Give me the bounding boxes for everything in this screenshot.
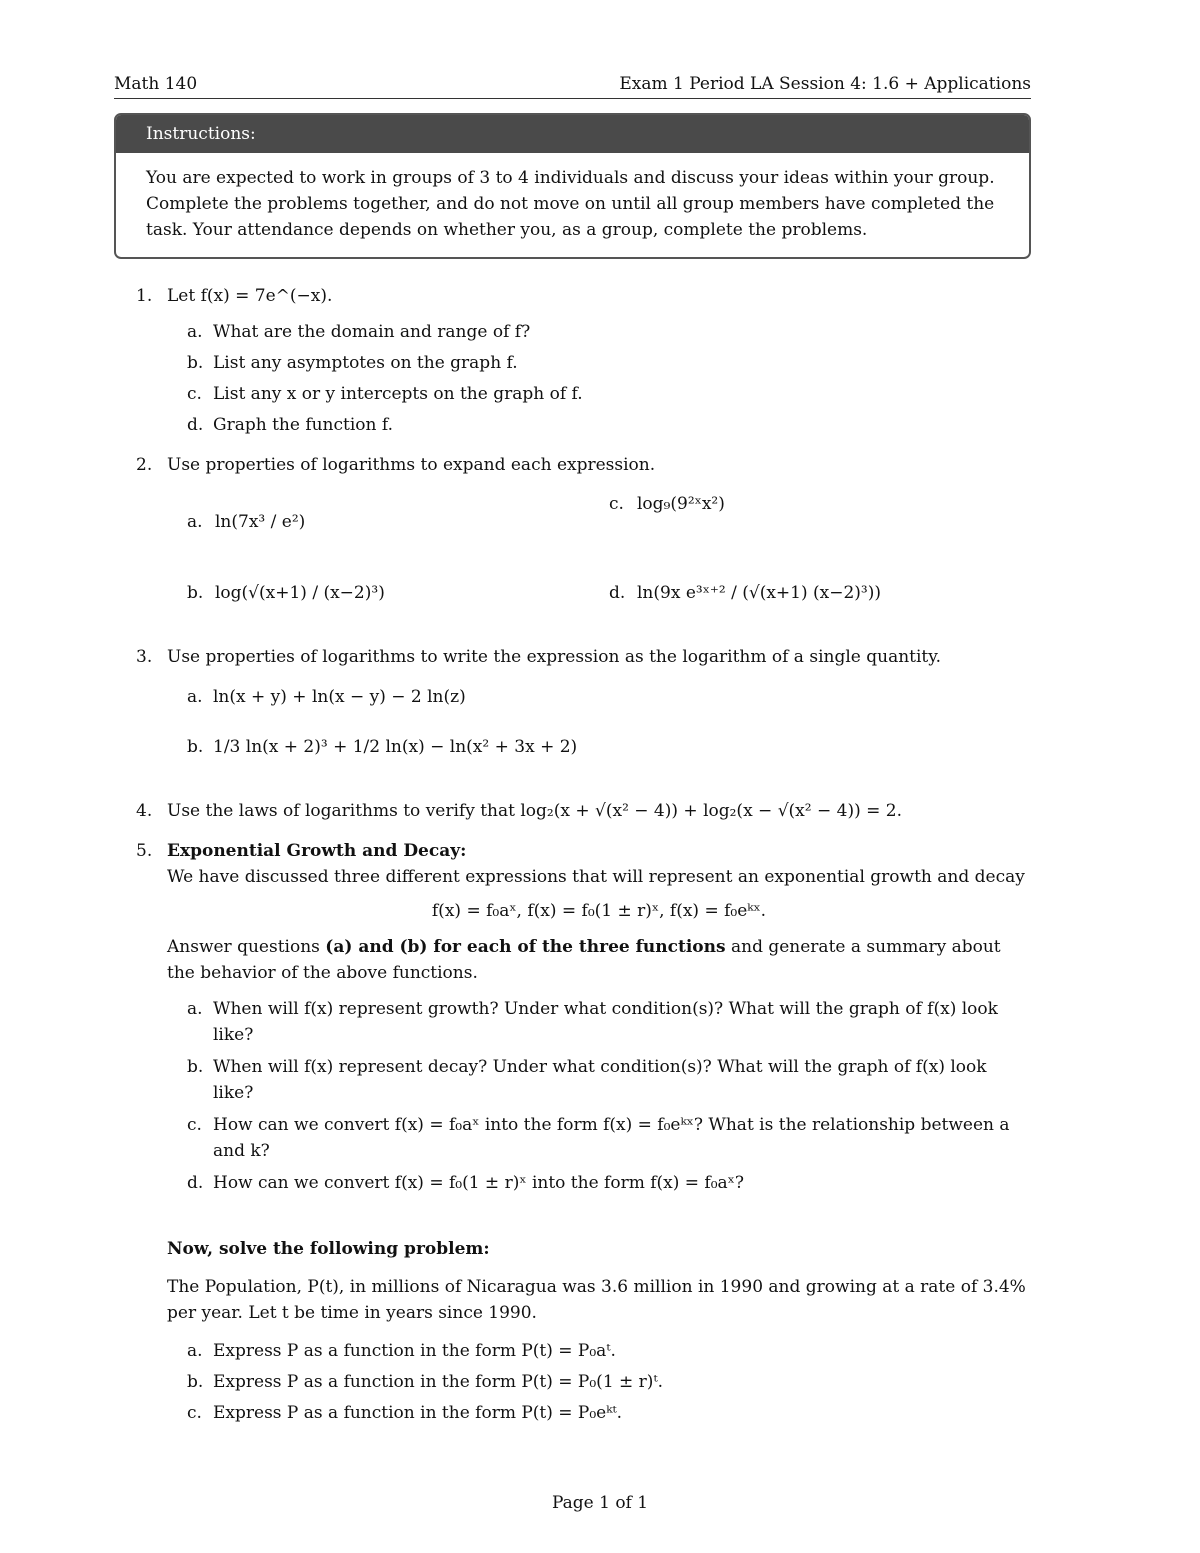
question-2-items xyxy=(187,492,1031,622)
list-item: d. How can we convert f(x) = f₀(1 ± r)ˣ into the form f(x) = f₀aˣ? xyxy=(187,1173,744,1193)
question-1 xyxy=(114,283,1031,309)
list-item: b. When will f(x) represent decay? Under what condition(s)? What will the graph of f(x) look like? xyxy=(187,1057,987,1103)
list-item: c. Express P as a function in the form P(t) = P₀eᵏᵗ. xyxy=(187,1403,623,1423)
question-5: 5. Exponential Growth and Decay: We have discussed three different expressions that will represent an exponential growth and decay f(x) = f₀aˣ, f(x) = f₀(1 ± r)ˣ, f(x) = f₀eᵏˣ. Answer questions (a) and (b) for each of the three functions and generate a summary about the behavior of the above functions. xyxy=(114,838,1031,986)
instructions-box xyxy=(114,113,1031,259)
question-intro: We have discussed three different expressions that will represent an exponential growth and decay xyxy=(167,867,1025,887)
page-number: Page 1 of 1 xyxy=(551,1493,649,1513)
exam-page xyxy=(114,70,1031,1426)
question-stem: Use properties of logarithms to write the expression as the logarithm of a single quantity. xyxy=(167,647,942,667)
list-item: d. Graph the function f. xyxy=(187,415,393,435)
list-item: a. ln(7x³ / e²) xyxy=(187,512,306,532)
list-item: b. List any asymptotes on the graph f. xyxy=(187,353,518,373)
question-1-items xyxy=(114,319,1031,438)
list-item: a. When will f(x) represent growth? Under what condition(s)? What will the graph of f(x) look like? xyxy=(187,999,998,1045)
list-item: a. ln(x + y) + ln(x − y) − 2 ln(z) xyxy=(187,687,466,707)
question-3-items xyxy=(114,684,1031,760)
list-item: c. How can we convert f(x) = f₀aˣ into the form f(x) = f₀eᵏˣ? What is the relationship between a and k? xyxy=(187,1115,1010,1161)
list-item: a. What are the domain and range of f? xyxy=(187,322,531,342)
growth-formulas: f(x) = f₀aˣ, f(x) = f₀(1 ± r)ˣ, f(x) = f₀eᵏˣ. xyxy=(431,901,767,921)
problem-items xyxy=(114,1338,1031,1426)
population-problem: The Population, P(t), in millions of Nicaragua was 3.6 million in 1990 and growing at a rate of 3.4% per year. Let t be time in years since 1990. xyxy=(167,1277,1026,1323)
question-2 xyxy=(114,452,1031,478)
page-header xyxy=(114,70,1031,99)
question-title: Exponential Growth and Decay xyxy=(167,841,461,861)
list-item: b. log(√(x+1) / (x−2)³) xyxy=(187,583,385,603)
list-item: d. ln(9x e³ˣ⁺² / (√(x+1) (x−2)³)) xyxy=(609,583,882,603)
solve-heading: Now, solve the following problem: xyxy=(167,1239,490,1259)
instructions-title: Instructions: xyxy=(116,115,1029,153)
list-item: b. Express P as a function in the form P(t) = P₀(1 ± r)ᵗ. xyxy=(187,1372,664,1392)
question-stem: Use the laws of logarithms to verify that log₂(x + √(x² − 4)) + log₂(x − √(x² − 4)) = 2. xyxy=(167,801,902,821)
question-stem: Let f(x) = 7e^(−x). xyxy=(167,286,333,306)
exam-title: Exam 1 Period LA Session 4: 1.6 + Applications xyxy=(619,74,1031,94)
list-item: c. List any x or y intercepts on the graph of f. xyxy=(187,384,583,404)
question-number: 1. xyxy=(136,286,153,306)
question-stem: Use properties of logarithms to expand each expression. xyxy=(167,455,656,475)
list-item: a. Express P as a function in the form P(t) = P₀aᵗ. xyxy=(187,1341,616,1361)
list-item: c. log₉(9²ˣx²) xyxy=(609,494,725,514)
question-instruction: Answer questions (a) and (b) for each of the three functions and generate a summary about the behavior of the above functions. xyxy=(167,937,1001,983)
question-4 xyxy=(114,798,1031,824)
question-number: 3. xyxy=(136,647,153,667)
list-item: b. 1/3 ln(x + 2)³ + 1/2 ln(x) − ln(x² + 3x + 2) xyxy=(187,737,578,757)
question-5-items xyxy=(114,996,1031,1196)
question-3 xyxy=(114,644,1031,670)
question-number: 4. xyxy=(136,801,153,821)
course-name: Math 140 xyxy=(114,74,198,94)
question-number: 2. xyxy=(136,455,153,475)
question-number: 5. xyxy=(136,841,153,861)
instructions-body: You are expected to work in groups of 3 to 4 individuals and discuss your ideas within your group. Complete the problems together, and do not move on until all group members have completed the task. Your attendance depends on whether you, as a group, complete the problems. xyxy=(146,168,995,240)
